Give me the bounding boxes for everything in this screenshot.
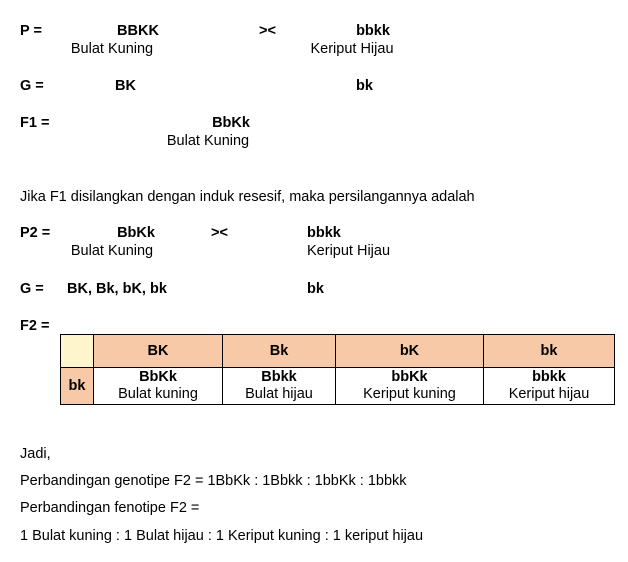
genotype-ratio: Perbandingan genotipe F2 = 1BbKk : 1Bbkk : 1bbKk : 1bbkk (20, 473, 407, 489)
g2-gametes1: BK, Bk, bK, bk (67, 281, 167, 297)
f2-cell-2 (223, 368, 336, 405)
f2-col-header-1: BK (94, 335, 223, 368)
f2-cell-1-phenotype: Bulat kuning (118, 386, 198, 402)
f2-col-header-4: bk (484, 335, 615, 368)
p-parent1-genotype: BBKK (117, 23, 159, 39)
p2-parent2-phenotype: Keriput Hijau (307, 243, 391, 259)
p-label: P = (20, 23, 42, 39)
p2-cross-symbol: >< (211, 225, 228, 241)
p-parent1-phenotype: Bulat Kuning (70, 41, 154, 57)
f2-cell-1-genotype: BbKk (139, 369, 177, 385)
g-gamete2: bk (356, 78, 373, 94)
f2-cell-3 (336, 368, 484, 405)
f2-header-row (61, 335, 615, 368)
f2-cell-2-genotype: Bbkk (261, 369, 297, 385)
f2-col-header-3: bK (336, 335, 484, 368)
phenotype-ratio-label: Perbandingan fenotipe F2 = (20, 500, 200, 516)
f1-phenotype: Bulat Kuning (166, 133, 250, 149)
f2-cell-4-phenotype: Keriput hijau (508, 386, 590, 402)
f2-row-header: bk (61, 368, 94, 405)
g2-label: G = (20, 281, 44, 297)
f2-label: F2 = (20, 318, 50, 334)
f1-label: F1 = (20, 115, 50, 131)
phenotype-ratio: 1 Bulat kuning : 1 Bulat hijau : 1 Keriput kuning : 1 keriput hijau (20, 528, 424, 544)
f2-punnett-table (60, 334, 615, 405)
g-label: G = (20, 78, 44, 94)
p2-parent1-phenotype: Bulat Kuning (70, 243, 154, 259)
f2-cell-3-phenotype: Keriput kuning (363, 386, 456, 402)
f2-corner-cell (61, 335, 94, 368)
f2-cell-2-phenotype: Bulat hijau (245, 386, 313, 402)
f2-col-header-2: Bk (223, 335, 336, 368)
p2-parent1-genotype: BbKk (117, 225, 155, 241)
g-gamete1: BK (115, 78, 136, 94)
conclusion-jadi: Jadi, (20, 446, 51, 462)
f2-cell-4 (484, 368, 615, 405)
g2-gametes2: bk (307, 281, 324, 297)
p2-label: P2 = (20, 225, 51, 241)
f2-data-row (61, 368, 615, 405)
f2-cell-4-genotype: bbkk (532, 369, 566, 385)
f1-genotype: BbKk (212, 115, 250, 131)
p2-parent2-genotype: bbkk (307, 225, 341, 241)
f2-cell-1 (94, 368, 223, 405)
p-parent2-genotype: bbkk (356, 23, 390, 39)
f2-cell-3-genotype: bbKk (391, 369, 428, 385)
p-cross-symbol: >< (259, 23, 276, 39)
intro-text: Jika F1 disilangkan dengan induk resesif, maka persilangannya adalah (20, 189, 475, 205)
p-parent2-phenotype: Keriput Hijau (310, 41, 394, 57)
